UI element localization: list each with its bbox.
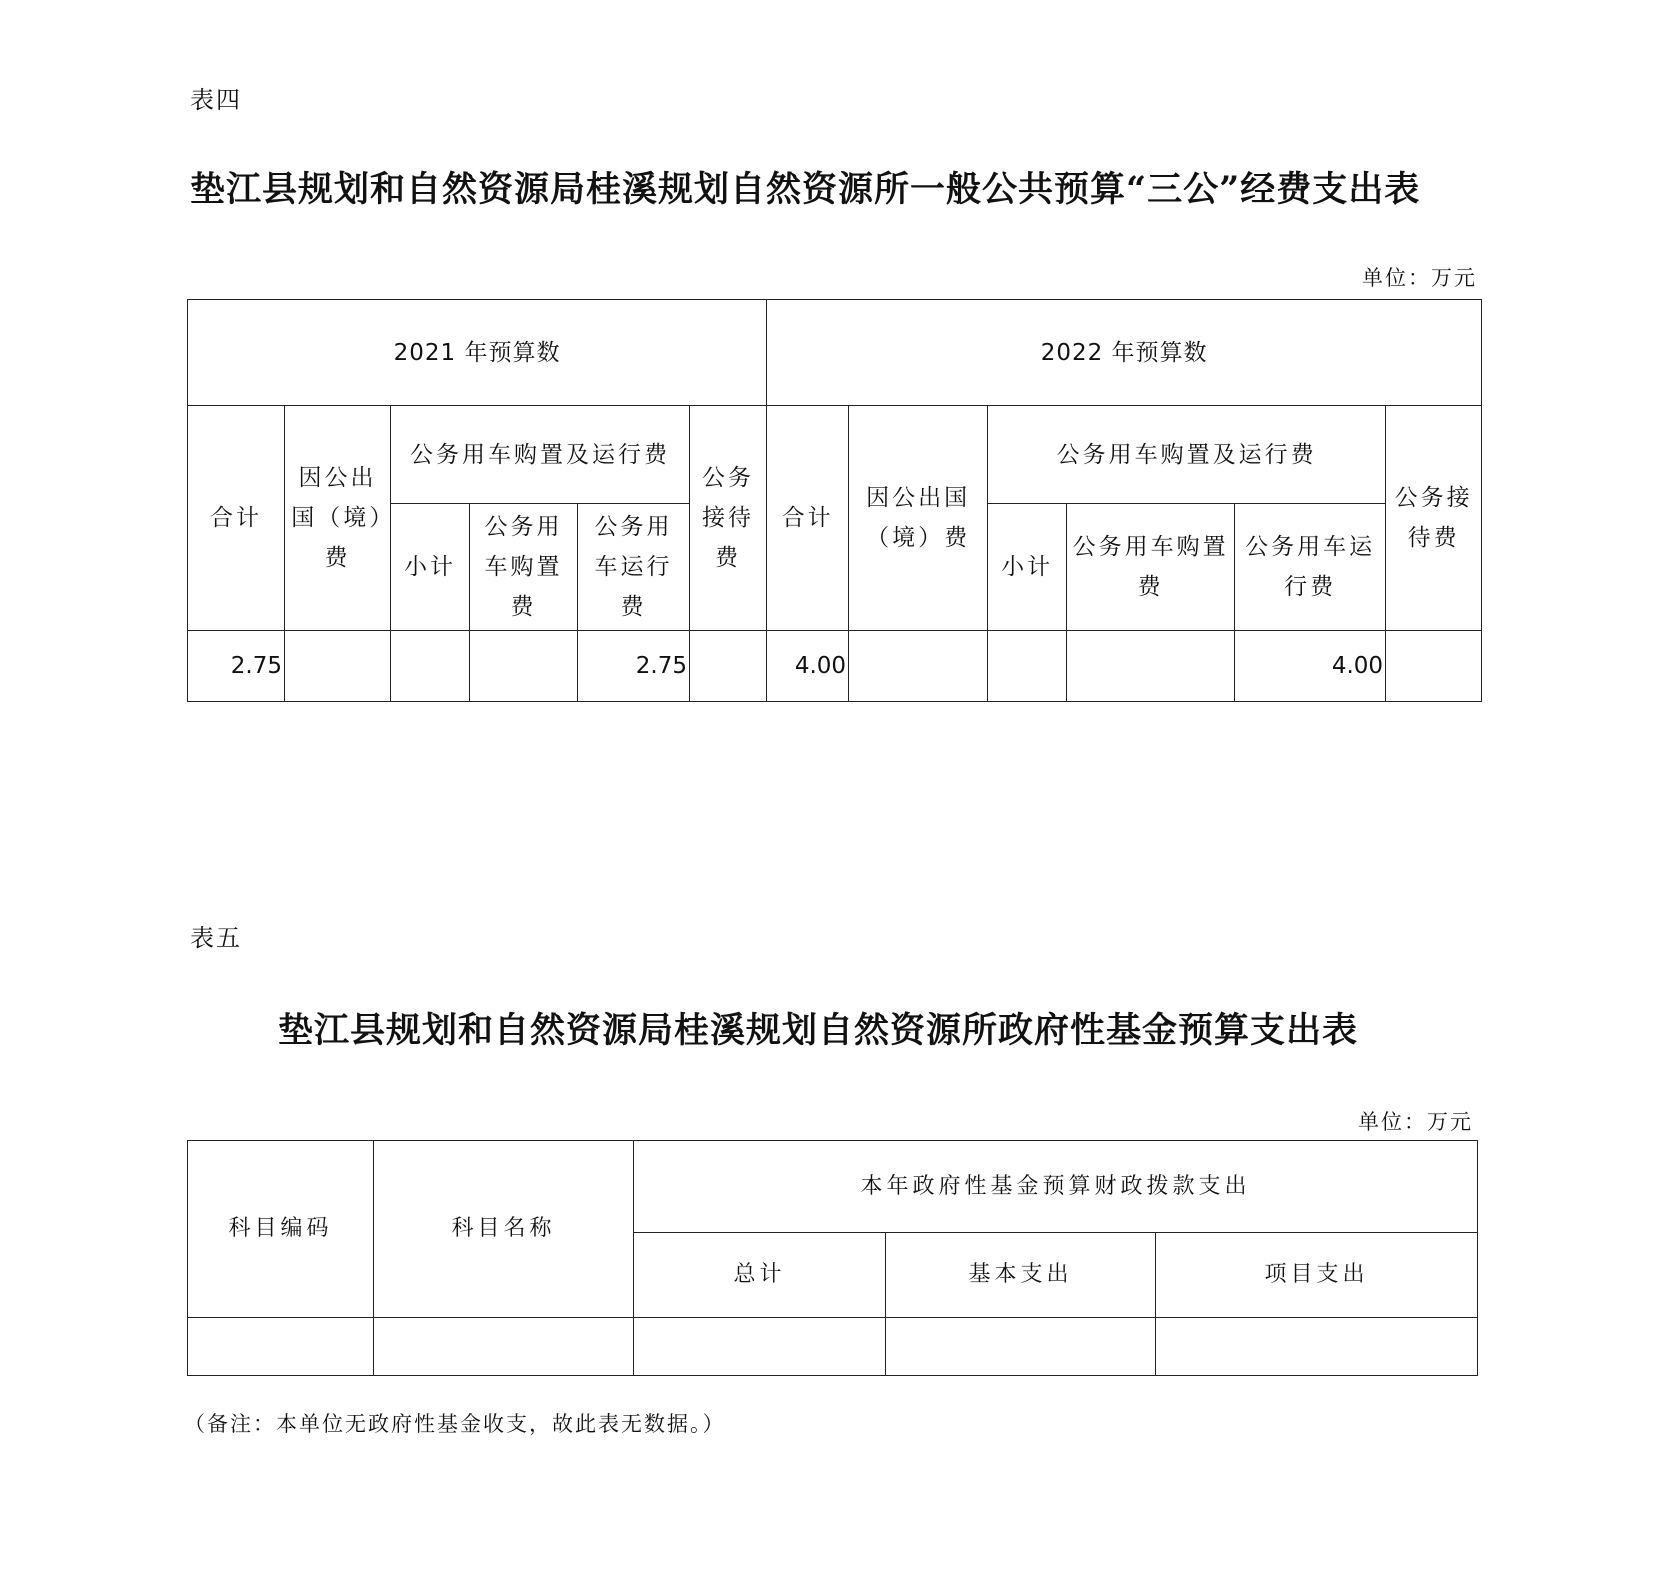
header-2022-budget: 2022 年预算数 [767, 300, 1482, 406]
table5-title: 垫江县规划和自然资源局桂溪规划自然资源所政府性基金预算支出表 [278, 1010, 1359, 1051]
table4 [187, 299, 1482, 702]
cell-operation-2021: 2.75 [578, 631, 690, 702]
header-fund-total: 总计 [634, 1233, 886, 1318]
cell-reception-2021 [690, 631, 767, 702]
header-reception-2022: 公务接待费 [1386, 406, 1482, 631]
cell-purchase-2021 [470, 631, 578, 702]
header-subject-code: 科目编码 [188, 1141, 374, 1318]
header-vehicle-purchase-2022: 公务用车购置费 [1067, 504, 1235, 631]
cell-abroad-2021 [285, 631, 391, 702]
cell-purchase-2022 [1067, 631, 1235, 702]
header-abroad-2021: 因公出国（境）费 [285, 406, 391, 631]
header-vehicle-operation-2021: 公务用车运行费 [578, 504, 690, 631]
table5-note: （备注：本单位无政府性基金收支，故此表无数据。） [184, 1412, 726, 1436]
header-vehicle-group-2022: 公务用车购置及运行费 [988, 406, 1386, 504]
cell-abroad-2022 [849, 631, 988, 702]
header-2021-budget: 2021 年预算数 [188, 300, 767, 406]
cell-empty [634, 1318, 886, 1376]
cell-empty [374, 1318, 634, 1376]
header-subtotal-2021: 小计 [391, 504, 470, 631]
cell-subtotal-2022 [988, 631, 1067, 702]
header-total-2022: 合计 [767, 406, 849, 631]
table-row [188, 1318, 1478, 1376]
cell-reception-2022 [1386, 631, 1482, 702]
table4-title: 垫江县规划和自然资源局桂溪规划自然资源所一般公共预算“三公”经费支出表 [190, 169, 1421, 210]
table4-label: 表四 [190, 86, 242, 114]
cell-subtotal-2021 [391, 631, 470, 702]
cell-operation-2022: 4.00 [1235, 631, 1386, 702]
table5 [187, 1140, 1478, 1376]
header-fund-project: 项目支出 [1156, 1233, 1478, 1318]
table5-unit: 单位：万元 [1358, 1110, 1473, 1134]
header-fund-basic: 基本支出 [886, 1233, 1156, 1318]
cell-total-2021: 2.75 [188, 631, 285, 702]
cell-empty [1156, 1318, 1478, 1376]
header-total-2021: 合计 [188, 406, 285, 631]
header-vehicle-purchase-2021: 公务用车购置费 [470, 504, 578, 631]
cell-empty [886, 1318, 1156, 1376]
table4-unit: 单位：万元 [1362, 266, 1477, 290]
header-subtotal-2022: 小计 [988, 504, 1067, 631]
table-row [188, 631, 1482, 702]
header-subject-name: 科目名称 [374, 1141, 634, 1318]
cell-total-2022: 4.00 [767, 631, 849, 702]
table5-label: 表五 [190, 924, 242, 952]
header-vehicle-operation-2022: 公务用车运行费 [1235, 504, 1386, 631]
header-vehicle-group-2021: 公务用车购置及运行费 [391, 406, 690, 504]
header-abroad-2022: 因公出国（境）费 [849, 406, 988, 631]
header-reception-2021: 公务接待费 [690, 406, 767, 631]
cell-empty [188, 1318, 374, 1376]
header-fund-expenditure: 本年政府性基金预算财政拨款支出 [634, 1141, 1478, 1233]
